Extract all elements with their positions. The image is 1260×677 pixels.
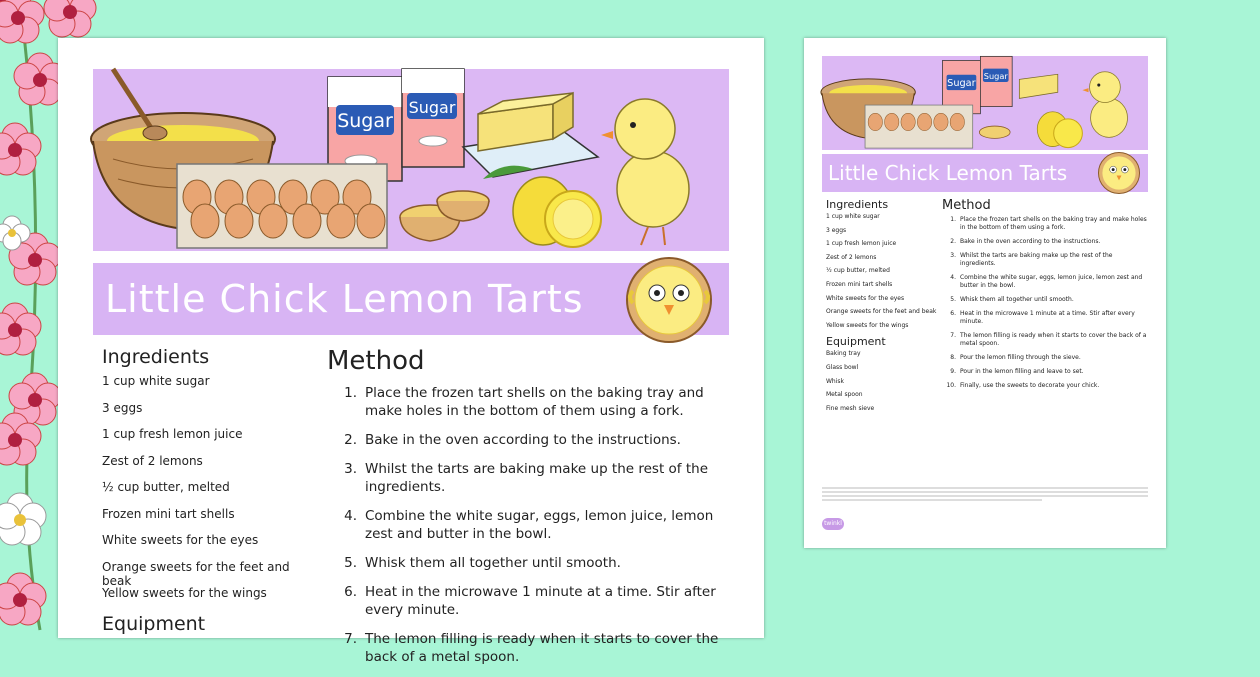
illustration-banner bbox=[93, 69, 729, 251]
svg-text:Sugar: Sugar bbox=[408, 98, 456, 117]
ingredient-item: 1 cup white sugar bbox=[102, 374, 210, 388]
ingredient-item: White sweets for the eyes bbox=[826, 294, 905, 302]
ingredients-heading: Ingredients bbox=[826, 198, 889, 211]
method-step: 5. Whisk them all together until smooth. bbox=[950, 296, 1074, 303]
ingredient-item: ½ cup butter, melted bbox=[102, 480, 230, 494]
egg-carton-icon bbox=[177, 164, 387, 248]
ingredient-item: Yellow sweets for the wings bbox=[102, 586, 267, 600]
svg-text:Sugar: Sugar bbox=[947, 78, 976, 90]
method-step: 4. Combine the white sugar, eggs, lemon juice, lemon zest and butter in the bowl. bbox=[950, 274, 1143, 289]
equipment-item: Baking tray bbox=[826, 350, 861, 358]
method-step: 6. Heat in the microwave 1 minute at a time. Stir after every minute. bbox=[344, 584, 716, 618]
equipment-item: Fine mesh sieve bbox=[826, 404, 875, 412]
method-step: 2. Bake in the oven according to the instructions. bbox=[344, 432, 681, 448]
method-step: 3. Whilst the tarts are baking make up the rest of the ingredients. bbox=[950, 252, 1113, 267]
method-step: 7. The lemon filling is ready when it starts to cover the back of a metal spoon. bbox=[344, 631, 719, 665]
butter-icon bbox=[463, 93, 598, 177]
method-step: 8. Pour the lemon filling through the sieve. bbox=[950, 354, 1081, 361]
ingredient-item: Orange sweets for the feet and beak bbox=[826, 308, 937, 316]
recipe-page-large bbox=[58, 38, 764, 665]
equipment-item: Whisk bbox=[826, 377, 845, 385]
recipe-title-bar-small bbox=[822, 154, 1148, 192]
method-step: 1. Place the frozen tart shells on the baking tray and make holes in the bottom of them using a fork. bbox=[950, 216, 1147, 231]
equipment-item: Glass bowl bbox=[826, 363, 859, 371]
ingredient-item: 3 eggs bbox=[102, 400, 143, 415]
ingredient-item: Zest of 2 lemons bbox=[826, 253, 877, 261]
tart-icon bbox=[400, 191, 489, 241]
lemon-icon bbox=[483, 166, 601, 247]
method-section bbox=[327, 346, 719, 677]
ingredient-item: ½ cup butter, melted bbox=[826, 267, 890, 275]
svg-text:Sugar: Sugar bbox=[983, 70, 1008, 81]
disclaimer-text bbox=[822, 486, 1148, 506]
equipment-heading: Equipment bbox=[826, 335, 886, 349]
ingredient-item: Zest of 2 lemons bbox=[102, 453, 203, 468]
ingredients-section bbox=[102, 346, 322, 635]
ingredient-item: Yellow sweets for the wings bbox=[826, 321, 909, 329]
ingredient-item: White sweets for the eyes bbox=[102, 533, 259, 547]
page-title-small: Little Chick Lemon Tarts bbox=[828, 161, 1068, 185]
method-section-small bbox=[942, 198, 1148, 396]
ingredient-item: Frozen mini tart shells bbox=[826, 280, 893, 288]
ingredient-item: 1 cup fresh lemon juice bbox=[826, 240, 897, 248]
equipment-heading: Equipment bbox=[102, 612, 206, 635]
method-step: 5. Whisk them all together until smooth. bbox=[344, 555, 621, 571]
page-title: Little Chick Lemon Tarts bbox=[105, 277, 584, 321]
ingredient-item: Frozen mini tart shells bbox=[102, 506, 235, 521]
ingredients-heading: Ingredients bbox=[102, 346, 210, 368]
ingredients-section-small bbox=[826, 198, 946, 418]
ingredient-item: Orange sweets for the feet and beak bbox=[102, 559, 290, 588]
method-step: 1. Place the frozen tart shells on the baking tray and make holes in the bottom of them using a fork. bbox=[344, 385, 704, 419]
method-step: 7. The lemon filling is ready when it starts to cover the back of a metal spoon. bbox=[950, 332, 1147, 347]
ingredient-item: 1 cup white sugar bbox=[826, 213, 880, 220]
chick-tart-icon bbox=[619, 257, 719, 343]
method-heading: Method bbox=[327, 346, 425, 376]
svg-text:Sugar: Sugar bbox=[337, 110, 393, 132]
equipment-item: Metal spoon bbox=[826, 391, 863, 399]
chick-icon bbox=[601, 99, 689, 245]
method-step: 9. Pour in the lemon filling and leave to set. bbox=[950, 368, 1084, 375]
method-step: 3. Whilst the tarts are baking make up the rest of the ingredients. bbox=[344, 461, 709, 495]
ingredient-item: 3 eggs bbox=[826, 226, 847, 234]
twinkl-logo: twinkl bbox=[822, 518, 844, 530]
method-step: 10. Finally, use the sweets to decorate your chick. bbox=[946, 382, 1100, 389]
recipe-title-bar bbox=[93, 263, 729, 335]
method-step: 4. Combine the white sugar, eggs, lemon juice, lemon zest and butter in the bowl. bbox=[344, 508, 714, 542]
method-heading: Method bbox=[942, 198, 991, 213]
recipe-page-small bbox=[804, 38, 1166, 548]
chick-tart-icon bbox=[1094, 152, 1144, 194]
ingredient-item: 1 cup fresh lemon juice bbox=[102, 427, 243, 441]
illustration-banner-small bbox=[822, 56, 1148, 150]
method-step: 6. Heat in the microwave 1 minute at a time. Stir after every minute. bbox=[950, 310, 1135, 325]
method-step: 2. Bake in the oven according to the instructions. bbox=[950, 238, 1101, 245]
